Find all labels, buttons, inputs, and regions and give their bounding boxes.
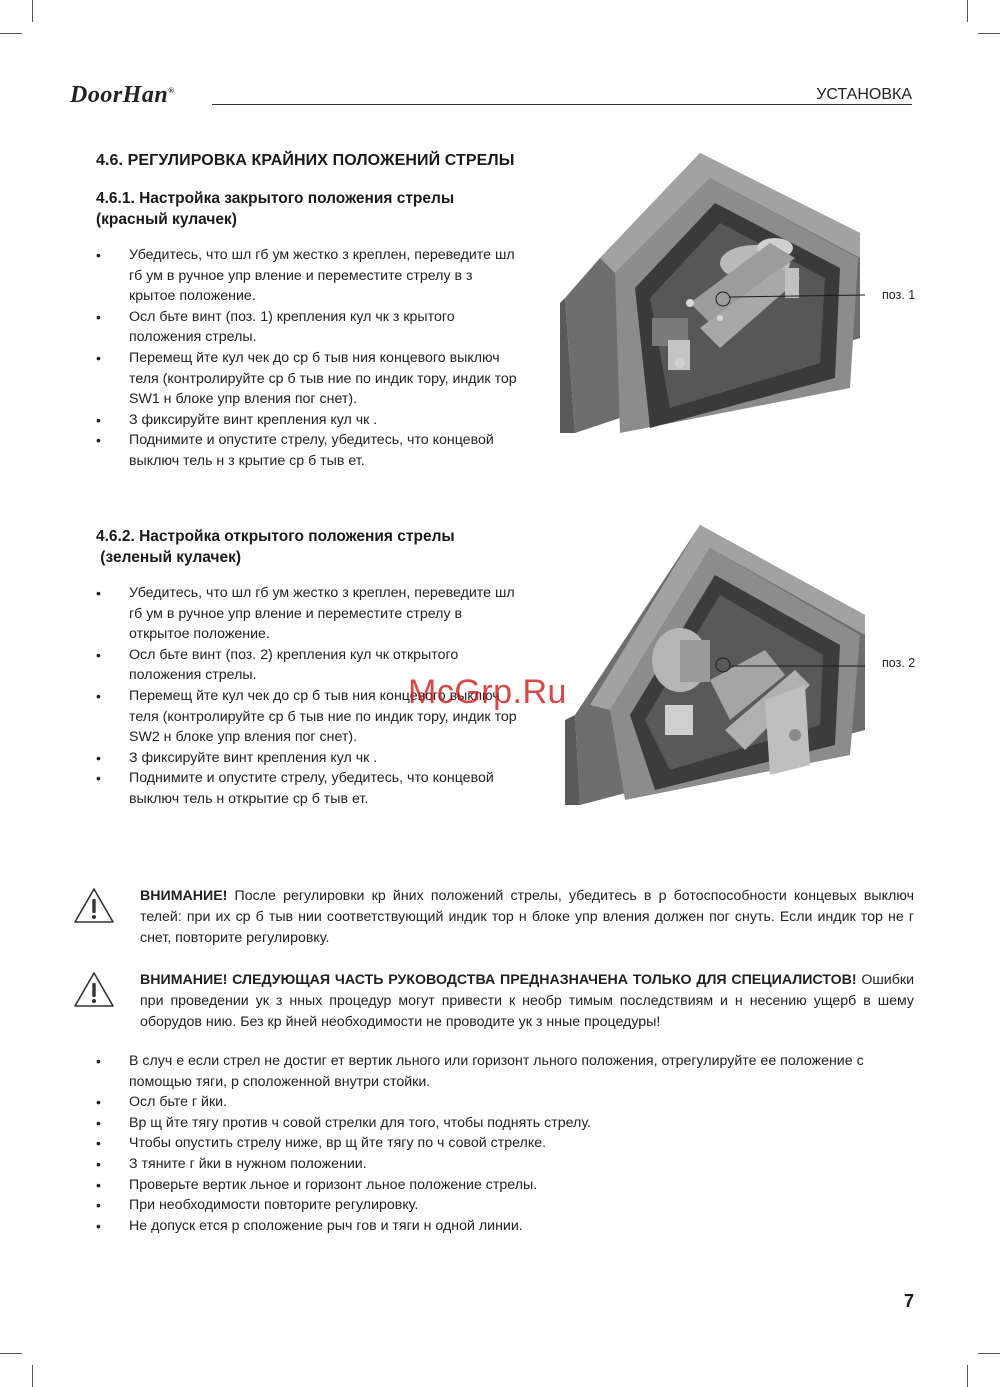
list-item: • Осл бьте г йки.: [96, 1092, 914, 1113]
warning-block-2: [72, 970, 914, 1040]
warning-block-1: [72, 886, 914, 956]
callout-label-1: поз. 1: [882, 288, 916, 302]
subsection-title-2: 4.6.2. Настройка открытого положения стрелы (зеленый кулачек): [96, 528, 455, 566]
crop-mark: [978, 1353, 1000, 1354]
crop-mark: [0, 1353, 22, 1354]
page-number: 7: [903, 1291, 914, 1311]
crop-mark: [0, 33, 22, 34]
list-item: • При необходимости повторите регулировку.: [96, 1195, 914, 1216]
crop-mark: [967, 1365, 968, 1387]
mechanism-figure-closed: [560, 148, 920, 433]
list-item: • Убедитесь, что шл гб ум жестко з креплен, переведите шл гб ум в ручное упр вление и переместите стрелу в з крытое положение.: [96, 245, 521, 307]
list-item: • Вр щ йте тягу против ч совой стрелки для того, чтобы поднять стрелу.: [96, 1113, 914, 1134]
mechanism-figure-open: [565, 520, 920, 805]
list-item: • З фиксируйте винт крепления кул чк .: [96, 748, 521, 769]
list-item: • Поднимите и опустите стрелу, убедитесь, что концевой выключ тель н з крытие ср б тыв ет.: [96, 430, 521, 471]
adjustment-list: [96, 1051, 914, 1236]
section-title: УСТАНОВКА: [816, 86, 912, 103]
main-heading: 4.6. РЕГУЛИРОВКА КРАЙНИХ ПОЛОЖЕНИЙ СТРЕЛЫ: [96, 152, 515, 169]
list-item: • Проверьте вертик льное и горизонт льное положение стрелы.: [96, 1175, 914, 1196]
brand-logo: DoorHan®: [70, 82, 175, 108]
list-item: • Чтобы опустить стрелу ниже, вр щ йте тягу по ч совой стрелке.: [96, 1133, 914, 1154]
watermark: McGrp.Ru: [408, 673, 567, 711]
list-item: • Поднимите и опустите стрелу, убедитесь, что концевой выключ тель н открытие ср б тыв ет.: [96, 768, 521, 809]
list-item: • Осл бьте винт (поз. 2) крепления кул чк открытого положения стрелы.: [96, 645, 521, 686]
callout-label-2: поз. 2: [882, 656, 916, 670]
list-item: • Перемещ йте кул чек до ср б тыв ния концевого выключ теля (контролируйте ср б тыв ние по индик тору, индик тор SW1 н блоке упр вления пог снет).: [96, 348, 521, 410]
subsection-title-1: 4.6.1. Настройка закрытого положения стрелы (красный кулачек): [96, 190, 455, 228]
instructions-list-1: [96, 245, 521, 472]
list-item: • Перемещ йте кул чек до ср б тыв ния концевого выключ теля (контролируйте ср б тыв ние по индик тору, индик тор SW2 н блоке упр вления пог снет).: [96, 686, 521, 748]
crop-mark: [32, 0, 33, 22]
list-item: • Осл бьте винт (поз. 1) крепления кул чк з крытого положения стрелы.: [96, 307, 521, 348]
crop-mark: [32, 1365, 33, 1387]
warning-icon: [72, 970, 116, 1010]
warning-icon: [72, 886, 116, 926]
list-item: • З фиксируйте винт крепления кул чк .: [96, 410, 521, 431]
header-rule: [212, 104, 912, 105]
list-item: • Убедитесь, что шл гб ум жестко з креплен, переведите шл гб ум в ручное упр вление и переместите стрелу в открытое положение.: [96, 583, 521, 645]
crop-mark: [978, 33, 1000, 34]
warning-text-1: ВНИМАНИЕ! После регулировки кр йних положений стрелы, убедитесь в р ботоспособности концевых выключ телей: при их ср б тыв нии соответствующий индик тор н блоке упр вления должен пог снуть. Если индик тор не г снет, повторите регулировку.: [140, 888, 914, 946]
crop-mark: [967, 0, 968, 22]
list-item: • В случ е если стрел не достиг ет вертик льного или горизонт льного положения, отрегулируйте ее положение с помощью тяги, р сположенной внутри стойки.: [96, 1051, 914, 1092]
list-item: • З тяните г йки в нужном положении.: [96, 1154, 914, 1175]
warning-text-2: ВНИМАНИЕ! СЛЕДУЮЩАЯ ЧАСТЬ РУКОВОДСТВА ПРЕДНАЗНАЧЕНА ТОЛЬКО ДЛЯ СПЕЦИАЛИСТОВ! Ошибки при проведении ук з нных процедур могут привести к необр тимым последствиям и н несению ущерб в шему оборудов нию. Без кр йней необходимости не проводите ук з нные процедуры!: [140, 972, 914, 1030]
list-item: • Не допуск ется р сположение рыч гов и тяги н одной линии.: [96, 1216, 914, 1237]
